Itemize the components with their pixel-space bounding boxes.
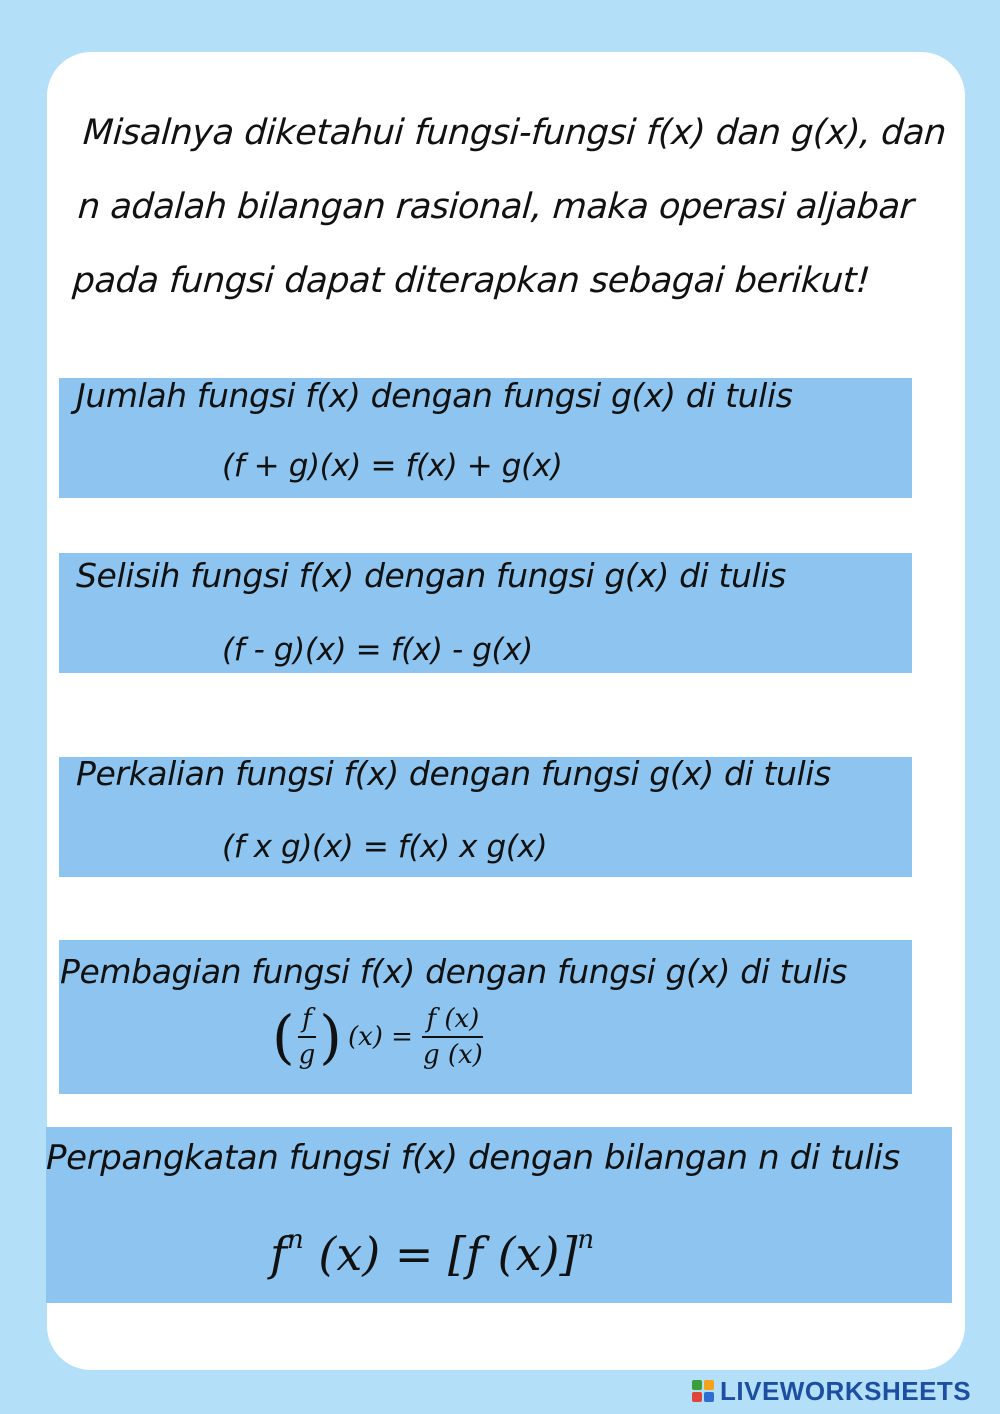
intro-paragraph xyxy=(70,96,946,318)
power-section-title: Perpangkatan fungsi f(x) dengan bilangan n di tulis xyxy=(46,1138,900,1178)
logo-text: LIVEWORKSHEETS xyxy=(720,1375,972,1406)
rhs-numerator: f (x) xyxy=(422,1004,483,1038)
lhs-denominator: g xyxy=(298,1040,316,1070)
power-exponent: n xyxy=(287,1225,304,1255)
sum-section-title: Jumlah fungsi f(x) dengan fungsi g(x) di tulis xyxy=(76,376,793,415)
intro-line: n adalah bilangan rasional, maka operasi aljabar xyxy=(76,187,916,227)
lhs-argument: (x) = xyxy=(347,1022,413,1052)
intro-line: pada fungsi dapat diterapkan sebagai berikut! xyxy=(71,261,872,301)
power-rhs: (x) = [f (x)] xyxy=(318,1227,578,1281)
liveworksheets-logo[interactable] xyxy=(692,1376,971,1406)
product-formula: (f x g)(x) = f(x) x g(x) xyxy=(222,829,548,865)
power-rhs-exponent: n xyxy=(577,1225,595,1255)
intro-line: Misalnya diketahui fungsi-fungsi f(x) dan g(x), dan xyxy=(81,113,948,153)
difference-section-title: Selisih fungsi f(x) dengan fungsi g(x) di tulis xyxy=(76,556,786,595)
power-formula xyxy=(270,1210,594,1284)
liveworksheets-logo-icon xyxy=(692,1380,714,1402)
right-paren: ) xyxy=(319,1003,342,1071)
lhs-fraction xyxy=(295,1004,320,1070)
lhs-numerator: f xyxy=(298,1004,316,1038)
quotient-section-title: Pembagian fungsi f(x) dengan fungsi g(x) di tulis xyxy=(60,952,847,991)
rhs-fraction xyxy=(419,1004,487,1070)
quotient-formula xyxy=(272,1004,487,1070)
difference-formula: (f - g)(x) = f(x) - g(x) xyxy=(222,632,533,668)
product-section-title: Perkalian fungsi f(x) dengan fungsi g(x) di tulis xyxy=(76,754,831,793)
sum-formula: (f + g)(x) = f(x) + g(x) xyxy=(222,448,563,484)
left-paren: ( xyxy=(272,1003,295,1071)
rhs-denominator: g (x) xyxy=(422,1040,483,1070)
power-base: f xyxy=(270,1227,288,1281)
